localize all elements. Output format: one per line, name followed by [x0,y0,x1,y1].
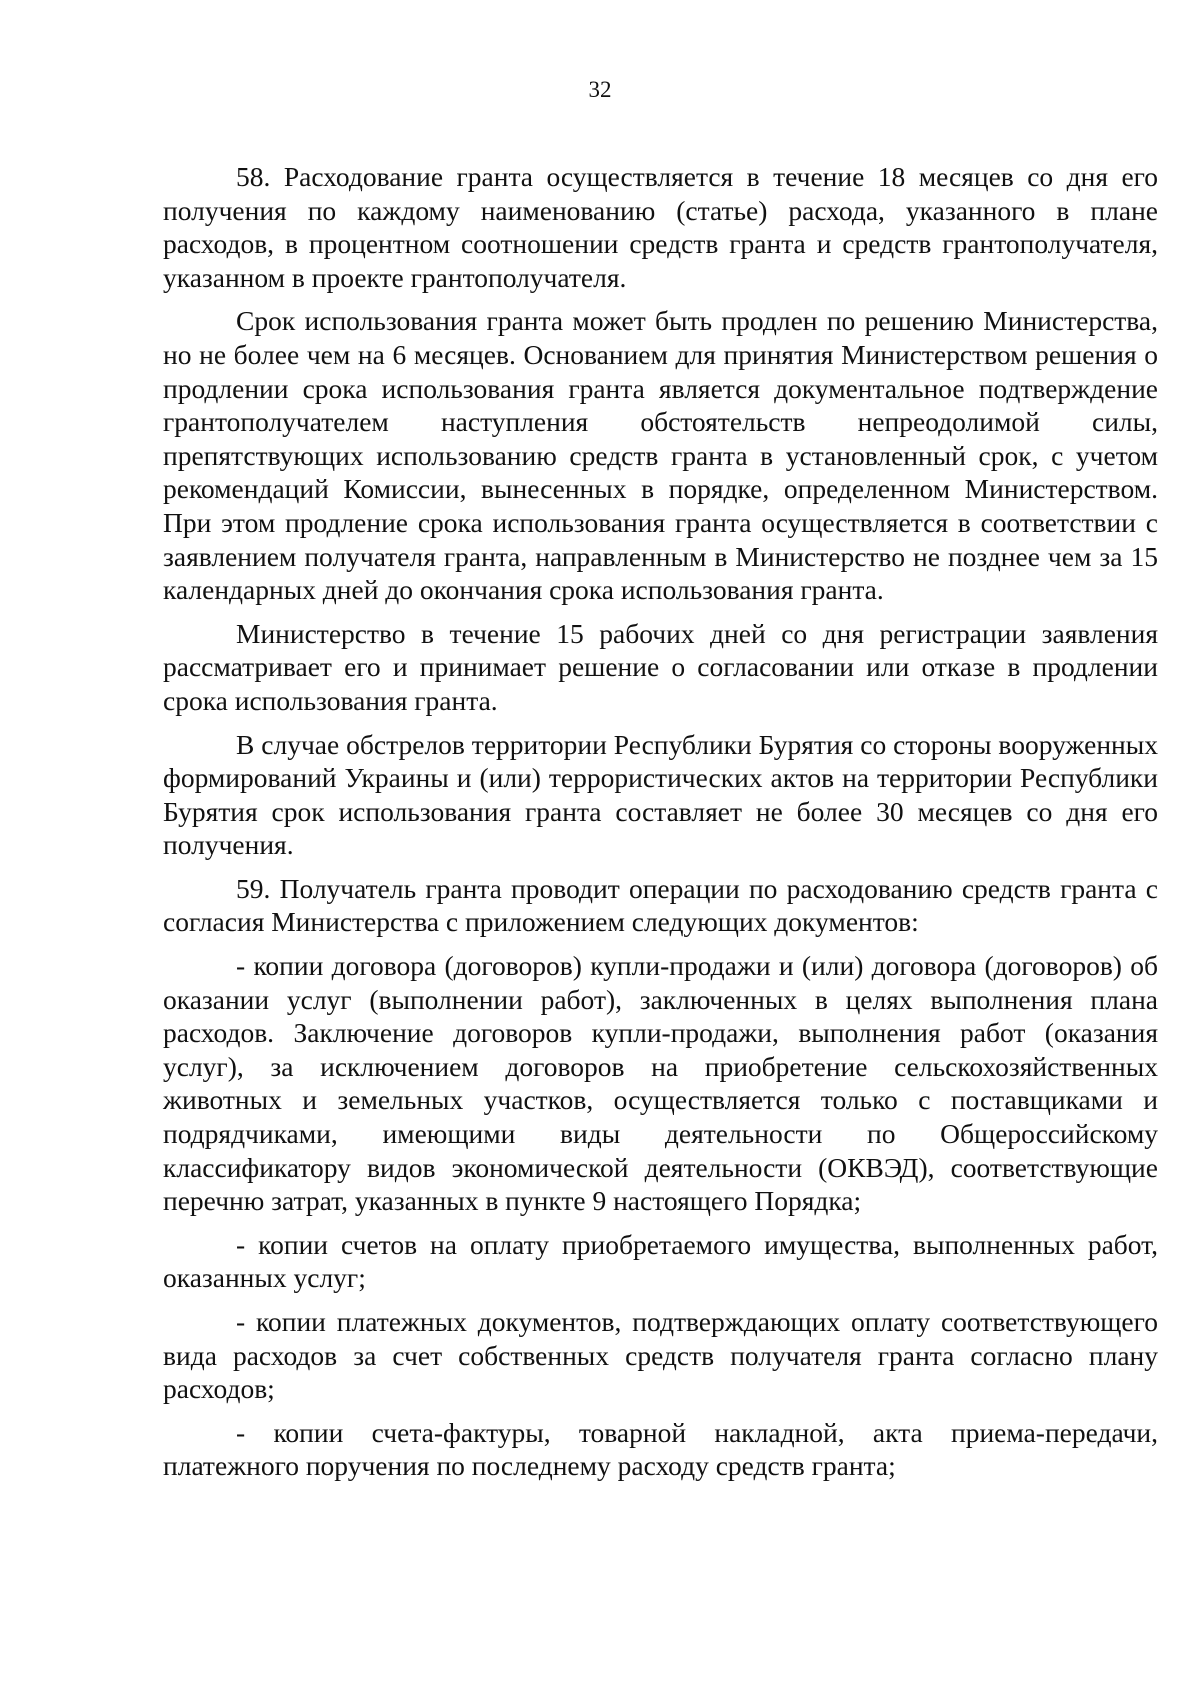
paragraph-59: 59. Получатель гранта проводит операции по расходованию средств гранта с согласия Министерства с приложением следующих документов: [163,872,1158,938]
list-item-contracts: - копии договора (договоров) купли-продажи и (или) договора (договоров) об оказании услуг (выполнении работ), заключенных в целях выполнения плана расходов. Заключение договоров купли-продажи, выполнения работ (оказания услуг), за исключением договоров на приобретение сельскохозяйственных животных и земельных участков, осуществляется только с поставщиками и подрядчиками, имеющими виды деятельности по Общероссийскому классификатору видов экономической деятельности (ОКВЭД), соответствующие перечню затрат, указанных в пункте 9 настоящего Порядка; [163,950,1158,1217]
page-number: 32 [588,77,612,102]
list-item-final-expense-documents: - копии счета-фактуры, товарной накладной, акта приема-передачи, платежного поручения по последнему расходу средств гранта; [163,1416,1158,1482]
list-item-payment-documents: - копии платежных документов, подтверждающих оплату соответствующего вида расходов за счет собственных средств получателя гранта согласно плану расходов; [163,1306,1158,1405]
paragraph-58: 58. Расходование гранта осуществляется в течение 18 месяцев со дня его получения по каждому наименованию (статье) расхода, указанного в плане расходов, в процентном соотношении средств гранта и средств грантополучателя, указанном в проекте грантополучателя. [163,161,1158,293]
list-item-invoices: - копии счетов на оплату приобретаемого имущества, выполненных работ, оказанных услуг; [163,1228,1158,1294]
document-body [163,160,1158,1493]
paragraph-extension-term: Срок использования гранта может быть продлен по решению Министерства, но не более чем на 6 месяцев. Основанием для принятия Министерством решения о продлении срока использования гранта является документальное подтверждение грантополучателем наступления обстоятельств непреодолимой силы, препятствующих использованию средств гранта в установленный срок, с учетом рекомендаций Комиссии, вынесенных в порядке, определенном Министерством. При этом продление срока использования гранта осуществляется в соответствии с заявлением получателя гранта, направленным в Министерство не позднее чем за 15 календарных дней до окончания срока использования гранта. [163,305,1158,606]
paragraph-shelling-case: В случае обстрелов территории Республики Бурятия со стороны вооруженных формирований Украины и (или) террористических актов на территории Республики Бурятия срок использования гранта составляет не более 30 месяцев со дня его получения. [163,728,1158,861]
paragraph-ministry-review: Министерство в течение 15 рабочих дней со дня регистрации заявления рассматривает его и принимает решение о согласовании или отказе в продлении срока использования гранта. [163,617,1158,716]
